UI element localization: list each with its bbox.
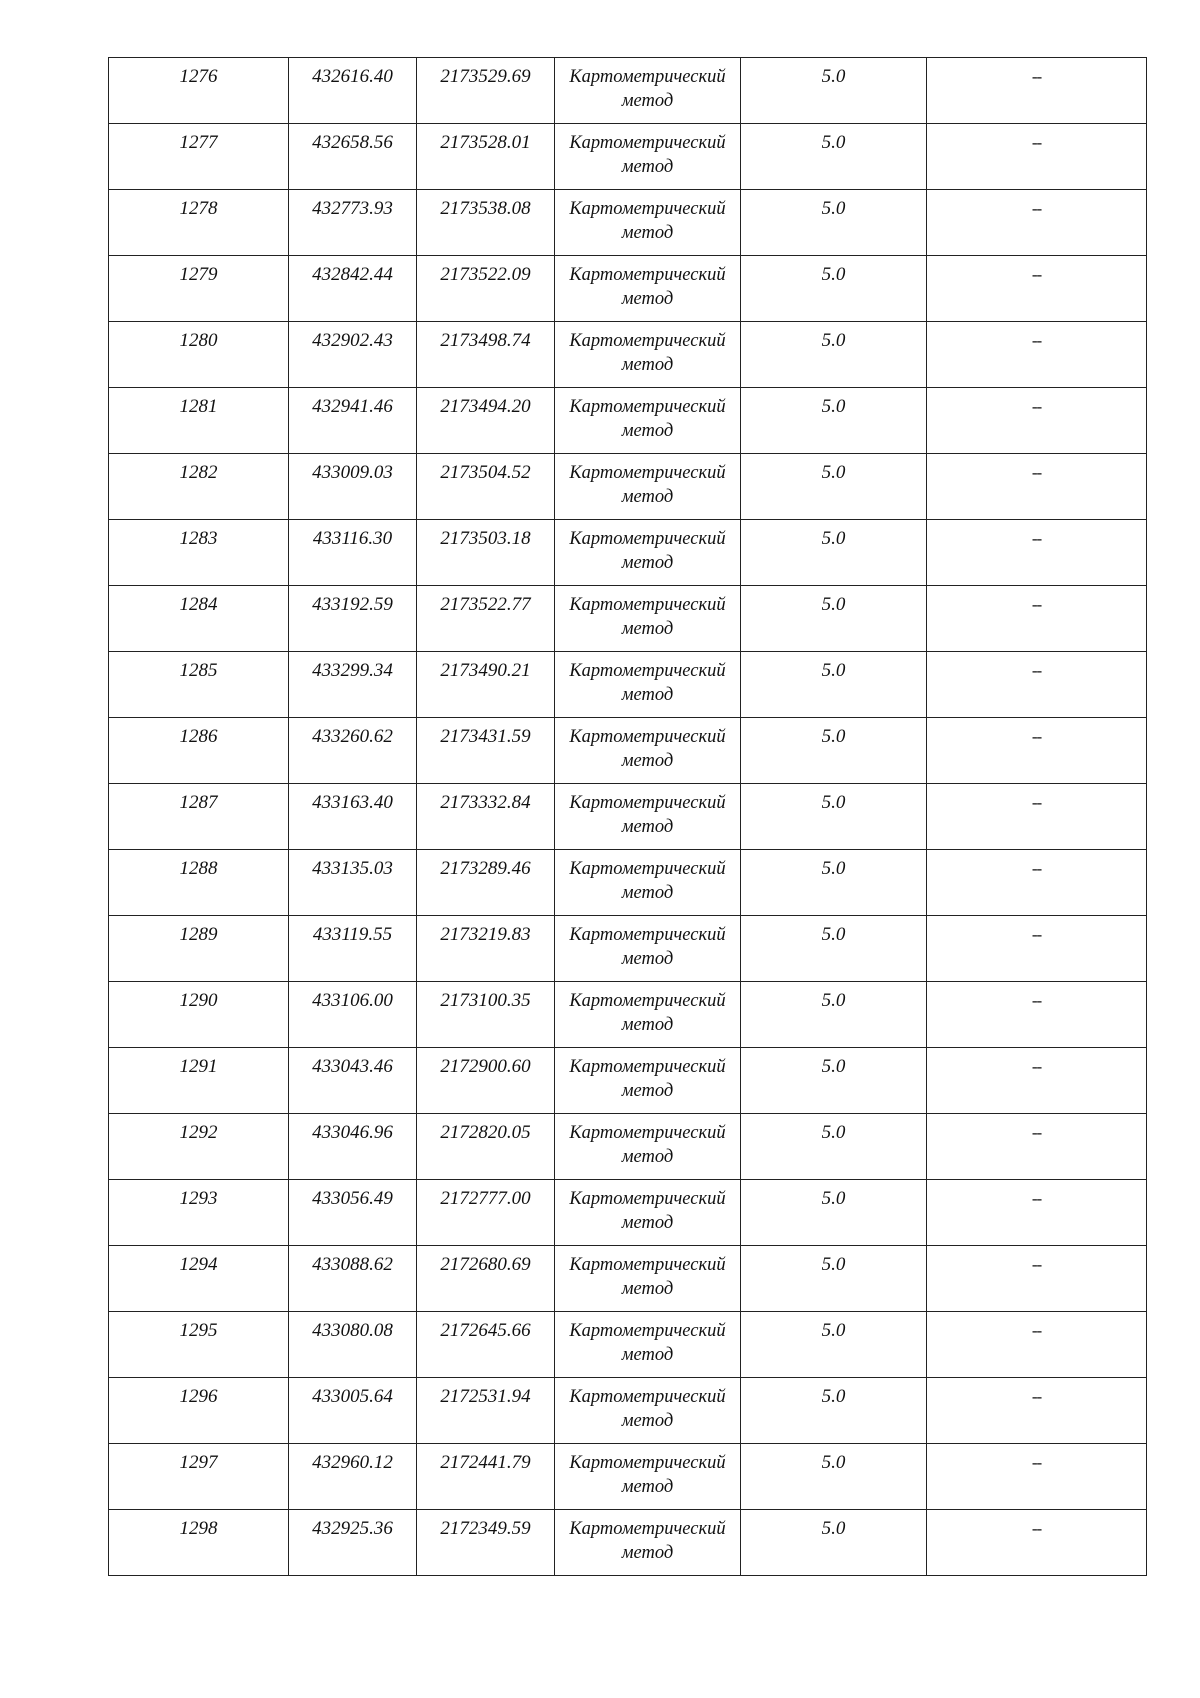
accuracy-cell: 5.0: [741, 256, 927, 322]
accuracy-cell: 5.0: [741, 454, 927, 520]
y-coordinate-cell: 2172645.66: [417, 1312, 555, 1378]
method-cell: [555, 322, 741, 388]
y-coordinate-cell: 2173504.52: [417, 454, 555, 520]
method-cell: [555, 586, 741, 652]
x-coordinate-cell: 432773.93: [289, 190, 417, 256]
method-line-2: метод: [621, 487, 674, 507]
accuracy-cell: 5.0: [741, 916, 927, 982]
x-coordinate-cell: 433106.00: [289, 982, 417, 1048]
note-cell: --: [927, 916, 1147, 982]
note-cell: --: [927, 190, 1147, 256]
method-cell: [555, 718, 741, 784]
note-cell: --: [927, 454, 1147, 520]
note-cell: --: [927, 1444, 1147, 1510]
x-coordinate-cell: 433192.59: [289, 586, 417, 652]
method-line-1: Картометрический: [569, 925, 726, 945]
method-line-2: метод: [621, 817, 674, 837]
accuracy-cell: 5.0: [741, 652, 927, 718]
method-line-2: метод: [621, 91, 674, 111]
coordinates-table: [108, 57, 1147, 1576]
method-cell: [555, 1114, 741, 1180]
note-cell: --: [927, 58, 1147, 124]
accuracy-cell: 5.0: [741, 1312, 927, 1378]
y-coordinate-cell: 2172531.94: [417, 1378, 555, 1444]
table-row: [109, 652, 1147, 718]
method-line-1: Картометрический: [569, 331, 726, 351]
method-line-2: метод: [621, 223, 674, 243]
method-line-2: метод: [621, 1015, 674, 1035]
y-coordinate-cell: 2172441.79: [417, 1444, 555, 1510]
x-coordinate-cell: 433135.03: [289, 850, 417, 916]
y-coordinate-cell: 2172777.00: [417, 1180, 555, 1246]
note-cell: --: [927, 1246, 1147, 1312]
note-cell: --: [927, 1312, 1147, 1378]
y-coordinate-cell: 2172349.59: [417, 1510, 555, 1576]
accuracy-cell: 5.0: [741, 58, 927, 124]
note-cell: --: [927, 388, 1147, 454]
x-coordinate-cell: 433116.30: [289, 520, 417, 586]
y-coordinate-cell: 2173431.59: [417, 718, 555, 784]
method-line-2: метод: [621, 1477, 674, 1497]
method-line-2: метод: [621, 1213, 674, 1233]
x-coordinate-cell: 433056.49: [289, 1180, 417, 1246]
table-row: [109, 1114, 1147, 1180]
table-row: [109, 1312, 1147, 1378]
point-number-cell: 1294: [109, 1246, 289, 1312]
method-line-2: метод: [621, 685, 674, 705]
method-cell: [555, 784, 741, 850]
table-row: [109, 586, 1147, 652]
method-line-1: Картометрический: [569, 133, 726, 153]
table-row: [109, 784, 1147, 850]
note-cell: --: [927, 124, 1147, 190]
accuracy-cell: 5.0: [741, 1180, 927, 1246]
point-number-cell: 1286: [109, 718, 289, 784]
table-row: [109, 322, 1147, 388]
method-cell: [555, 982, 741, 1048]
table-row: [109, 520, 1147, 586]
method-line-1: Картометрический: [569, 463, 726, 483]
method-cell: [555, 652, 741, 718]
accuracy-cell: 5.0: [741, 982, 927, 1048]
y-coordinate-cell: 2172680.69: [417, 1246, 555, 1312]
table-row: [109, 982, 1147, 1048]
method-line-2: метод: [621, 553, 674, 573]
method-line-1: Картометрический: [569, 1321, 726, 1341]
note-cell: --: [927, 784, 1147, 850]
method-line-1: Картометрический: [569, 199, 726, 219]
table-row: [109, 58, 1147, 124]
x-coordinate-cell: 433260.62: [289, 718, 417, 784]
method-line-2: метод: [621, 1081, 674, 1101]
y-coordinate-cell: 2173538.08: [417, 190, 555, 256]
note-cell: --: [927, 520, 1147, 586]
table-row: [109, 190, 1147, 256]
method-line-1: Картометрический: [569, 859, 726, 879]
x-coordinate-cell: 432925.36: [289, 1510, 417, 1576]
accuracy-cell: 5.0: [741, 1444, 927, 1510]
point-number-cell: 1281: [109, 388, 289, 454]
point-number-cell: 1287: [109, 784, 289, 850]
point-number-cell: 1280: [109, 322, 289, 388]
method-line-2: метод: [621, 949, 674, 969]
note-cell: --: [927, 850, 1147, 916]
method-line-1: Картометрический: [569, 727, 726, 747]
method-line-1: Картометрический: [569, 265, 726, 285]
table-row: [109, 1444, 1147, 1510]
method-line-1: Картометрический: [569, 1255, 726, 1275]
x-coordinate-cell: 432616.40: [289, 58, 417, 124]
note-cell: --: [927, 256, 1147, 322]
table-row: [109, 256, 1147, 322]
method-line-2: метод: [621, 1543, 674, 1563]
y-coordinate-cell: 2172820.05: [417, 1114, 555, 1180]
point-number-cell: 1276: [109, 58, 289, 124]
accuracy-cell: 5.0: [741, 1048, 927, 1114]
accuracy-cell: 5.0: [741, 1510, 927, 1576]
point-number-cell: 1285: [109, 652, 289, 718]
note-cell: --: [927, 982, 1147, 1048]
x-coordinate-cell: 432658.56: [289, 124, 417, 190]
y-coordinate-cell: 2173498.74: [417, 322, 555, 388]
table-row: [109, 1246, 1147, 1312]
method-cell: [555, 916, 741, 982]
table-row: [109, 850, 1147, 916]
method-cell: [555, 1378, 741, 1444]
point-number-cell: 1298: [109, 1510, 289, 1576]
y-coordinate-cell: 2172900.60: [417, 1048, 555, 1114]
y-coordinate-cell: 2173219.83: [417, 916, 555, 982]
y-coordinate-cell: 2173503.18: [417, 520, 555, 586]
coordinates-table-body: [109, 58, 1147, 1576]
accuracy-cell: 5.0: [741, 1246, 927, 1312]
point-number-cell: 1278: [109, 190, 289, 256]
x-coordinate-cell: 432842.44: [289, 256, 417, 322]
method-cell: [555, 58, 741, 124]
method-line-2: метод: [621, 421, 674, 441]
method-line-1: Картометрический: [569, 793, 726, 813]
accuracy-cell: 5.0: [741, 124, 927, 190]
accuracy-cell: 5.0: [741, 718, 927, 784]
method-line-2: метод: [621, 1411, 674, 1431]
point-number-cell: 1296: [109, 1378, 289, 1444]
method-cell: [555, 1180, 741, 1246]
point-number-cell: 1283: [109, 520, 289, 586]
method-cell: [555, 1246, 741, 1312]
x-coordinate-cell: 433163.40: [289, 784, 417, 850]
method-cell: [555, 850, 741, 916]
method-line-2: метод: [621, 1147, 674, 1167]
point-number-cell: 1279: [109, 256, 289, 322]
point-number-cell: 1277: [109, 124, 289, 190]
table-row: [109, 1048, 1147, 1114]
method-line-1: Картометрический: [569, 1453, 726, 1473]
note-cell: --: [927, 1048, 1147, 1114]
accuracy-cell: 5.0: [741, 850, 927, 916]
method-line-2: метод: [621, 883, 674, 903]
point-number-cell: 1289: [109, 916, 289, 982]
method-line-2: метод: [621, 1345, 674, 1365]
note-cell: --: [927, 1114, 1147, 1180]
note-cell: --: [927, 322, 1147, 388]
method-cell: [555, 1510, 741, 1576]
method-cell: [555, 1444, 741, 1510]
x-coordinate-cell: 432941.46: [289, 388, 417, 454]
accuracy-cell: 5.0: [741, 1114, 927, 1180]
table-row: [109, 1180, 1147, 1246]
method-cell: [555, 388, 741, 454]
point-number-cell: 1297: [109, 1444, 289, 1510]
method-cell: [555, 190, 741, 256]
x-coordinate-cell: 433005.64: [289, 1378, 417, 1444]
point-number-cell: 1291: [109, 1048, 289, 1114]
y-coordinate-cell: 2173528.01: [417, 124, 555, 190]
x-coordinate-cell: 433046.96: [289, 1114, 417, 1180]
point-number-cell: 1284: [109, 586, 289, 652]
table-row: [109, 388, 1147, 454]
accuracy-cell: 5.0: [741, 190, 927, 256]
method-line-1: Картометрический: [569, 529, 726, 549]
method-line-1: Картометрический: [569, 991, 726, 1011]
method-cell: [555, 454, 741, 520]
method-line-2: метод: [621, 751, 674, 771]
table-row: [109, 1378, 1147, 1444]
method-cell: [555, 1048, 741, 1114]
point-number-cell: 1288: [109, 850, 289, 916]
method-line-1: Картометрический: [569, 67, 726, 87]
point-number-cell: 1293: [109, 1180, 289, 1246]
note-cell: --: [927, 1378, 1147, 1444]
point-number-cell: 1282: [109, 454, 289, 520]
method-line-1: Картометрический: [569, 661, 726, 681]
x-coordinate-cell: 432960.12: [289, 1444, 417, 1510]
method-line-1: Картометрический: [569, 1057, 726, 1077]
method-cell: [555, 256, 741, 322]
table-row: [109, 1510, 1147, 1576]
accuracy-cell: 5.0: [741, 586, 927, 652]
accuracy-cell: 5.0: [741, 322, 927, 388]
method-line-2: метод: [621, 157, 674, 177]
method-line-1: Картометрический: [569, 1189, 726, 1209]
y-coordinate-cell: 2173522.09: [417, 256, 555, 322]
table-row: [109, 718, 1147, 784]
y-coordinate-cell: 2173529.69: [417, 58, 555, 124]
method-line-2: метод: [621, 289, 674, 309]
point-number-cell: 1295: [109, 1312, 289, 1378]
note-cell: --: [927, 1510, 1147, 1576]
x-coordinate-cell: 432902.43: [289, 322, 417, 388]
note-cell: --: [927, 652, 1147, 718]
accuracy-cell: 5.0: [741, 520, 927, 586]
accuracy-cell: 5.0: [741, 784, 927, 850]
y-coordinate-cell: 2173289.46: [417, 850, 555, 916]
note-cell: --: [927, 586, 1147, 652]
table-row: [109, 916, 1147, 982]
point-number-cell: 1292: [109, 1114, 289, 1180]
method-line-1: Картометрический: [569, 397, 726, 417]
table-row: [109, 124, 1147, 190]
accuracy-cell: 5.0: [741, 388, 927, 454]
x-coordinate-cell: 433080.08: [289, 1312, 417, 1378]
x-coordinate-cell: 433088.62: [289, 1246, 417, 1312]
method-cell: [555, 124, 741, 190]
method-cell: [555, 1312, 741, 1378]
method-line-1: Картометрический: [569, 1387, 726, 1407]
method-line-1: Картометрический: [569, 595, 726, 615]
point-number-cell: 1290: [109, 982, 289, 1048]
note-cell: --: [927, 718, 1147, 784]
x-coordinate-cell: 433119.55: [289, 916, 417, 982]
y-coordinate-cell: 2173490.21: [417, 652, 555, 718]
y-coordinate-cell: 2173522.77: [417, 586, 555, 652]
method-line-2: метод: [621, 1279, 674, 1299]
x-coordinate-cell: 433009.03: [289, 454, 417, 520]
method-line-2: метод: [621, 355, 674, 375]
method-line-2: метод: [621, 619, 674, 639]
method-line-1: Картометрический: [569, 1519, 726, 1539]
method-cell: [555, 520, 741, 586]
note-cell: --: [927, 1180, 1147, 1246]
method-line-1: Картометрический: [569, 1123, 726, 1143]
accuracy-cell: 5.0: [741, 1378, 927, 1444]
y-coordinate-cell: 2173494.20: [417, 388, 555, 454]
x-coordinate-cell: 433299.34: [289, 652, 417, 718]
x-coordinate-cell: 433043.46: [289, 1048, 417, 1114]
y-coordinate-cell: 2173100.35: [417, 982, 555, 1048]
y-coordinate-cell: 2173332.84: [417, 784, 555, 850]
table-row: [109, 454, 1147, 520]
